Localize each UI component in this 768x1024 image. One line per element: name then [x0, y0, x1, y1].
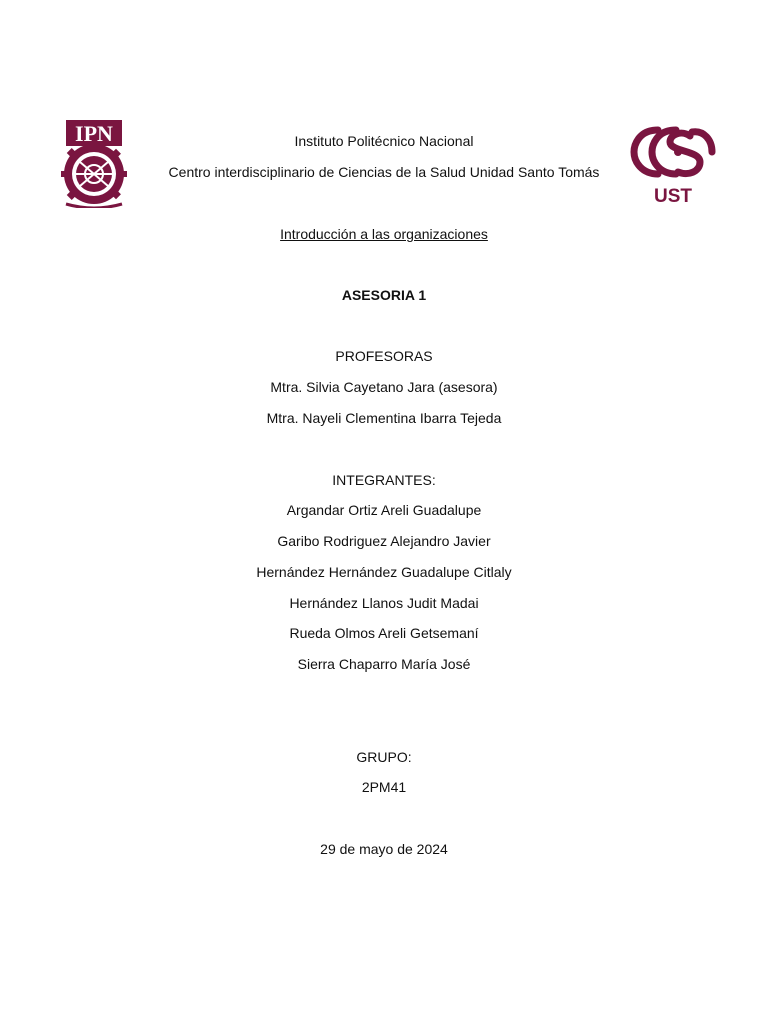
professors-heading: PROFESORAS	[335, 348, 433, 364]
member-name: Garibo Rodriguez Alejandro Javier	[277, 533, 491, 549]
professor-name: Mtra. Nayeli Clementina Ibarra Tejeda	[266, 410, 502, 426]
center-name: Centro interdisciplinario de Ciencias de la Salud Unidad Santo Tomás	[168, 164, 600, 180]
institution-name: Instituto Politécnico Nacional	[294, 133, 474, 149]
ust-logo-text: UST	[654, 186, 692, 206]
group-value: 2PM41	[361, 779, 407, 795]
subject-title	[0, 225, 768, 243]
ipn-logo-icon	[60, 116, 128, 208]
document-date: 29 de mayo de 2024	[320, 841, 448, 857]
members-heading: INTEGRANTES:	[332, 472, 436, 488]
member-name: Rueda Olmos Areli Getsemaní	[289, 625, 479, 641]
member-name: Sierra Chaparro María José	[297, 656, 471, 672]
member-name: Argandar Ortiz Areli Guadalupe	[286, 502, 482, 518]
ipn-logo-text: IPN	[75, 121, 113, 146]
assignment-title: ASESORIA 1	[341, 287, 427, 303]
group-label: GRUPO:	[356, 749, 412, 765]
member-name: Hernández Hernández Guadalupe Citlaly	[256, 564, 512, 580]
subject-title-text: Introducción a las organizaciones	[280, 226, 488, 242]
member-name: Hernández Llanos Judit Madai	[289, 595, 479, 611]
professor-name: Mtra. Silvia Cayetano Jara (asesora)	[270, 379, 498, 395]
